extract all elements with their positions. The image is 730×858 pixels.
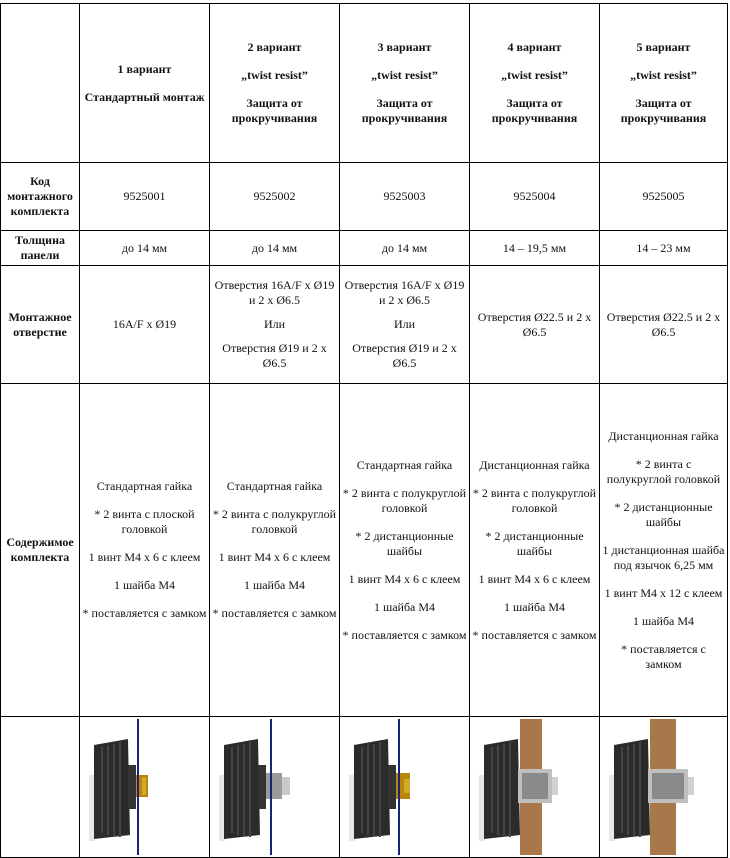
column-title: 1 вариант: [117, 61, 172, 76]
steel-nut: [266, 773, 282, 799]
spacer-washer: [404, 779, 410, 793]
code-value: 9525001: [80, 163, 210, 231]
thickness-row: [1, 231, 728, 266]
contents-col-2: [210, 384, 340, 717]
row-label-mounting: Монтажное отверстие: [1, 266, 80, 384]
mounting-value: Отверстия Ø22.5 и 2 x Ø6.5: [600, 266, 728, 384]
column-desc: Защита от прокручивания: [620, 96, 707, 125]
spacer: [82, 593, 207, 606]
contents-col-3: [340, 384, 470, 717]
contents-item: * 2 винта с полукруглой головкой: [342, 485, 467, 515]
contents-item: * 2 винта с полукруглой головкой: [472, 485, 597, 515]
spacer: [602, 487, 725, 500]
row-label-code: Код монтажного комплекта: [1, 163, 80, 231]
column-subtitle: „twist resist”: [371, 68, 438, 82]
spacer: [602, 601, 725, 614]
empty-corner-cell: [1, 4, 80, 163]
lock-knob: [224, 739, 260, 839]
washer: [142, 777, 146, 795]
contents-item: * 2 винта с плоской головкой: [94, 507, 195, 536]
thin-panel: [270, 719, 272, 855]
spacer: [472, 587, 597, 600]
contents-item: 1 шайба M4: [373, 599, 436, 614]
contents-item: * 2 винта с полукруглой головкой: [606, 456, 721, 486]
contents-item: 1 шайба M4: [113, 578, 176, 592]
mounting-option-b: Отверстия Ø19 и 2 x Ø6.5: [352, 341, 457, 370]
lock-knob: [484, 739, 520, 839]
column-subtitle: „twist resist”: [241, 68, 308, 82]
contents-item: * поставляется с замком: [472, 627, 597, 642]
mounting-value: 16A/F x Ø19: [80, 266, 210, 384]
contents-item: 1 винт M4 x 6 с клеем: [88, 550, 201, 564]
spacer: [212, 494, 337, 507]
column-subtitle: „twist resist”: [630, 68, 697, 82]
lock-image-4: [470, 717, 600, 858]
mounting-value: Отверстия Ø22.5 и 2 x Ø6.5: [470, 266, 600, 384]
lock-thin-panel-twist-illustration: [210, 717, 340, 857]
thin-panel: [398, 719, 400, 855]
contents-item: 1 шайба M4: [632, 613, 695, 628]
contents-item: Стандартная гайка: [356, 457, 453, 472]
lock-knob: [94, 739, 130, 839]
spacer: [342, 473, 467, 486]
spacer: [472, 473, 597, 486]
column-header-4: [470, 4, 600, 163]
thickness-value: 14 – 19,5 мм: [470, 231, 600, 266]
contents-col-1: [80, 384, 210, 717]
column-desc: Стандартный монтаж: [84, 89, 205, 104]
mounting-value-3: [340, 266, 470, 384]
contents-col-4: [470, 384, 600, 717]
spacer-nut-inner: [522, 773, 548, 799]
lock-neck: [128, 765, 136, 809]
thin-panel: [137, 719, 139, 855]
row-label-contents: Содержимое комплекта: [1, 384, 80, 717]
contents-item: 1 винт M4 x 12 с клеем: [604, 585, 723, 600]
spacer: [602, 530, 725, 543]
contents-item: 1 шайба M4: [243, 578, 306, 592]
column-subtitle: „twist resist”: [501, 68, 568, 82]
column-title: 5 вариант: [636, 40, 691, 54]
mounting-option-a: Отверстия 16A/F x Ø19 и 2 x Ø6.5: [344, 278, 465, 307]
contents-item: * поставляется с замком: [212, 606, 337, 620]
contents-item: Стандартная гайка: [226, 479, 323, 493]
contents-row: [1, 384, 728, 717]
column-header-5: [600, 4, 728, 163]
spacer: [472, 516, 597, 529]
spacer: [602, 444, 725, 457]
column-title: 4 вариант: [507, 40, 562, 54]
thickness-value: до 14 мм: [340, 231, 470, 266]
lock-image-2: [210, 717, 340, 858]
spacer: [602, 573, 725, 586]
spacer: [342, 587, 467, 600]
contents-item: * 2 дистанционные шайбы: [614, 499, 713, 529]
mounting-option-b: Отверстия Ø19 и 2 x Ø6.5: [222, 341, 327, 370]
column-header-2: [210, 4, 340, 163]
spacer: [212, 537, 337, 550]
contents-item: * поставляется с замком: [342, 627, 467, 642]
column-header-3: [340, 4, 470, 163]
column-desc: Защита от прокручивания: [361, 96, 448, 125]
contents-item: 1 шайба M4: [503, 599, 566, 614]
spacer: [602, 629, 725, 642]
header-row: [1, 4, 728, 163]
lock-neck: [258, 765, 266, 809]
lock-knob: [614, 739, 650, 839]
thickness-value: 14 – 23 мм: [600, 231, 728, 266]
thickness-value: до 14 мм: [80, 231, 210, 266]
code-value: 9525003: [340, 163, 470, 231]
code-value: 9525005: [600, 163, 728, 231]
spacer: [342, 615, 467, 628]
contents-item: * 2 дистанционные шайбы: [485, 528, 584, 558]
thickness-value: до 14 мм: [210, 231, 340, 266]
contents-item: Стандартная гайка: [96, 479, 193, 493]
column-title: 2 вариант: [247, 40, 302, 54]
spacer: [212, 565, 337, 578]
contents-item: * поставляется с замком: [82, 606, 207, 620]
mounting-or: Или: [263, 317, 286, 331]
lock-image-3: [340, 717, 470, 858]
mounting-value-2: [210, 266, 340, 384]
screw: [688, 777, 694, 795]
column-desc: Защита от прокручивания: [231, 96, 318, 125]
image-row: [1, 717, 728, 858]
spacer-nut-inner: [652, 773, 684, 799]
contents-item: 1 винт M4 x 6 с клеем: [218, 550, 331, 564]
mounting-or: Или: [393, 317, 416, 331]
lock-thin-panel-illustration: [80, 717, 210, 857]
lock-image-5: [600, 717, 728, 858]
spacer: [212, 593, 337, 606]
contents-col-5: [600, 384, 728, 717]
contents-item: 1 винт M4 x 6 с клеем: [478, 571, 591, 586]
lock-neck: [388, 765, 396, 809]
code-value: 9525004: [470, 163, 600, 231]
mounting-option-a: Отверстия 16A/F x Ø19 и 2 x Ø6.5: [214, 278, 335, 307]
contents-item: 1 дистанционная шайба под язычок 6,25 мм: [602, 542, 725, 572]
spacer: [82, 537, 207, 550]
column-desc: Защита от прокручивания: [491, 96, 578, 125]
spacer: [472, 559, 597, 572]
contents-item: Дистанционная гайка: [608, 428, 719, 443]
spacer: [82, 565, 207, 578]
lock-knob: [354, 739, 390, 839]
lock-thin-panel-spacers-illustration: [340, 717, 470, 857]
spacer: [342, 559, 467, 572]
contents-item: 1 винт M4 x 6 с клеем: [348, 571, 461, 586]
contents-item: * поставляется с замком: [621, 641, 706, 671]
contents-item: * 2 дистанционные шайбы: [355, 528, 454, 558]
screw: [552, 777, 558, 795]
spacer: [472, 615, 597, 628]
spacer: [342, 516, 467, 529]
code-value: 9525002: [210, 163, 340, 231]
screw: [282, 777, 290, 795]
row-label-thickness: Толщина панели: [1, 231, 80, 266]
contents-item: * 2 винта с полукруглой головкой: [212, 507, 337, 536]
empty-image-label-cell: [1, 717, 80, 858]
lock-wood-panel-illustration: [470, 717, 600, 857]
lock-image-1: [80, 717, 210, 858]
column-header-1: [80, 4, 210, 163]
mounting-row: [1, 266, 728, 384]
contents-item: Дистанционная гайка: [479, 457, 590, 472]
spacer: [82, 494, 207, 507]
column-title: 3 вариант: [377, 40, 432, 54]
mounting-kit-table: [0, 3, 728, 858]
lock-thick-wood-panel-illustration: [600, 717, 728, 857]
code-row: [1, 163, 728, 231]
